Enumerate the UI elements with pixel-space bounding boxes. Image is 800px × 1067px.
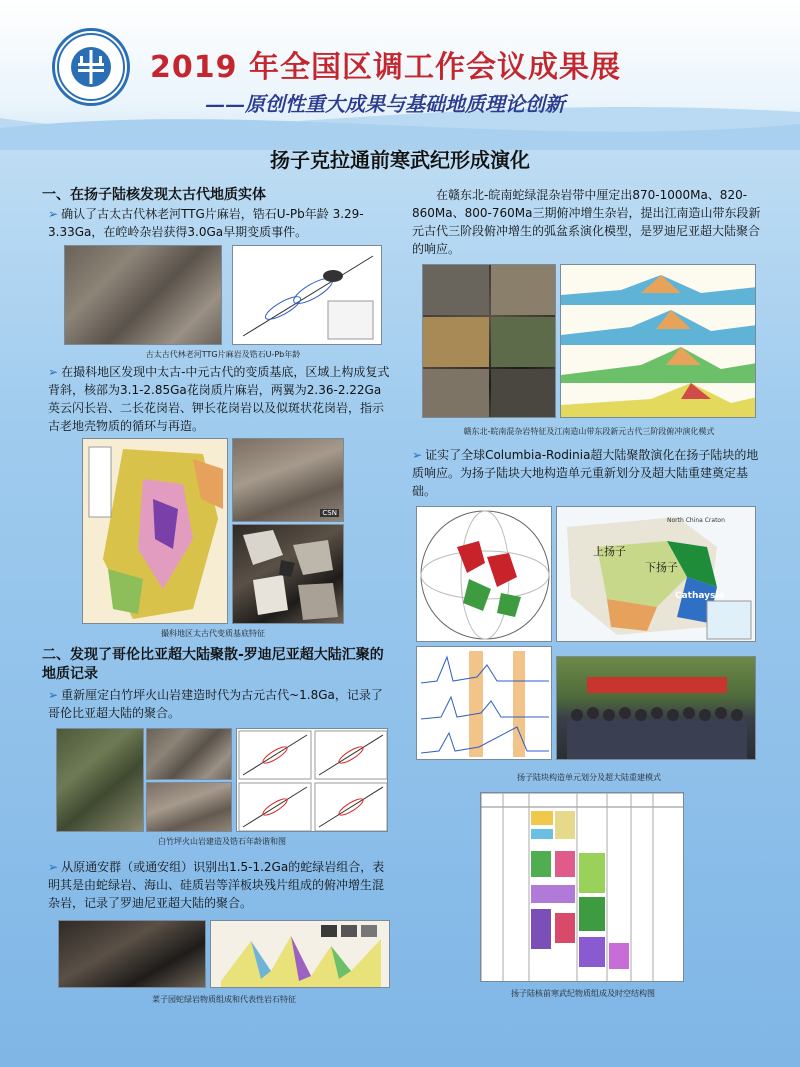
- arrow-bullet-icon: ➢: [48, 365, 59, 379]
- baizhuping-rock-photo-2: [146, 782, 232, 832]
- jiangnan-orogen-evolution-model: [560, 264, 756, 418]
- ganbei-melange-photos: [422, 264, 556, 418]
- precambrian-stratigraphic-table: [480, 792, 684, 982]
- map-label-cathaysia: Cathaysia: [675, 591, 725, 601]
- cross-section-graphic: [211, 921, 390, 988]
- rodinia-reconstruction-globe: [416, 506, 552, 642]
- ttg-gneiss-outcrop-photo: [64, 245, 222, 345]
- right-paragraph-1-text: 在赣东北-皖南蛇绿混杂岩带中厘定出870-1000Ma、820-860Ma、800-760Ma三期俯冲增生杂岩，提出江南造山带东段新元古代三阶段俯冲增生的弧盆系演化模型，是罗迪尼亚超大陆聚合的响应。: [412, 188, 761, 256]
- caption-caiziyuan: 菜子园蛇绿岩物质组成和代表性岩石特征: [152, 995, 296, 1004]
- caption-jiangnan-orogen: 赣东北-皖南混杂岩特征及江南造山带东段新元古代三阶段俯冲演化模式: [463, 427, 715, 436]
- section-2-paragraph-1: [48, 686, 393, 722]
- arrow-bullet-icon: ➢: [412, 448, 423, 462]
- baizhuping-rock-photo-1: [146, 728, 232, 780]
- section-2-paragraph-1-text: 重新厘定白竹坪火山岩建造时代为古元古代~1.8Ga，记录了哥伦比亚超大陆的聚合。: [48, 688, 383, 720]
- logo-emblem-icon: [56, 32, 126, 102]
- caption-ttg-gneiss: 古太古代林老河TTG片麻岩及锆石U-Pb年龄: [145, 350, 301, 359]
- geological-map-graphic: [83, 439, 228, 624]
- section-1-paragraph-1-text: 确认了古太古代林老河TTG片麻岩，锆石U-Pb年龄 3.29-3.33Ga，在崆岭杂岩获得3.0Ga早期变质事件。: [48, 207, 364, 239]
- arrow-bullet-icon: ➢: [48, 860, 59, 874]
- caption-stratigraphic-table: 扬子陆核前寒武纪物质组成及时空结构图: [511, 989, 655, 998]
- zircon-concordia-diagram: [232, 245, 382, 345]
- section-2-paragraph-2: [48, 858, 393, 912]
- melange-photo-grid-graphic: [423, 265, 556, 418]
- caiziyuan-cross-section: [210, 920, 390, 988]
- age-spectra-plots: [416, 646, 552, 760]
- thin-section-micrograph: [232, 524, 344, 624]
- right-paragraph-1: [412, 186, 762, 258]
- baizhuping-outcrop-photo: [56, 728, 144, 832]
- arrow-bullet-icon: ➢: [48, 207, 59, 221]
- right-paragraph-2-text: 证实了全球Columbia-Rodinia超大陆聚散演化在扬子陆块的地质响应。为扬子陆块大地构造单元重新划分及超大陆重建奠定基础。: [412, 448, 759, 498]
- right-paragraph-2: [412, 446, 762, 500]
- globe-reconstruction-graphic: [417, 507, 552, 642]
- cuoke-geological-map: [82, 438, 228, 624]
- section-1-paragraph-2-text: 在撮科地区发现中太古-中元古代的变质基底，区域上构成复式背斜，核部为3.1-2.85Ga花岗质片麻岩，两翼为2.36-2.22Ga英云闪长岩、二长花岗岩、钾长花岗岩以及似斑状花岗岩，指示古老地壳物质的循环与再造。: [48, 365, 390, 433]
- poster-header-subtitle: ——原创性重大成果与基础地质理论创新: [205, 92, 565, 116]
- micrograph-texture-graphic: [233, 525, 344, 624]
- age-spectra-graphic: [417, 647, 552, 760]
- section-2-paragraph-2-text: 从原通安群（或通安组）识别出1.5-1.2Ga的蛇绿岩组合，表明其是由蛇绿岩、海山、硅质岩等洋板块残片组成的俯冲增生混杂岩，记录了罗迪尼亚超大陆的聚合。: [48, 860, 385, 910]
- section-1-paragraph-1: [48, 205, 393, 241]
- caption-baizhuping: 白竹坪火山岩建造及锆石年龄谐和图: [158, 837, 286, 846]
- map-label-lower-yangtze: 下扬子: [645, 561, 678, 574]
- caption-cuoke-basement: 撮科地区太古代变质基底特征: [161, 629, 265, 638]
- yangtze-tectonic-unit-map: [556, 506, 756, 642]
- panel-title: 扬子克拉通前寒武纪形成演化: [270, 148, 530, 172]
- stratigraphic-table-graphic: [481, 793, 684, 982]
- map-label-upper-yangtze: 上扬子: [593, 545, 626, 558]
- section-1-paragraph-2: [48, 363, 393, 435]
- caption-tectonic-units: 扬子陆块构造单元划分及超大陆重建模式: [517, 773, 661, 782]
- map-label-north-china: North China Craton: [667, 517, 725, 524]
- evolution-model-graphic: [561, 265, 756, 418]
- poster-header-title: 2019 年全国区调工作会议成果展: [150, 50, 621, 85]
- concordia-plot-graphic: [233, 246, 382, 345]
- china-geological-survey-logo: [52, 28, 130, 106]
- section-1-heading: 一、在扬子陆核发现太古代地质实体: [42, 187, 266, 203]
- arrow-bullet-icon: ➢: [48, 688, 59, 702]
- caiziyuan-outcrop-photo: [58, 920, 206, 988]
- concordia-grid-graphic: [237, 729, 388, 832]
- field-team-group-photo: [556, 656, 756, 760]
- group-photo-graphic: [557, 657, 756, 760]
- photo-label: CSN: [322, 509, 337, 517]
- baizhuping-concordia-diagrams: [236, 728, 388, 832]
- section-2-heading: 二、发现了哥伦比亚超大陆聚散-罗迪尼亚超大陆汇聚的地质记录: [42, 647, 384, 682]
- cuoke-outcrop-photo: [232, 438, 344, 522]
